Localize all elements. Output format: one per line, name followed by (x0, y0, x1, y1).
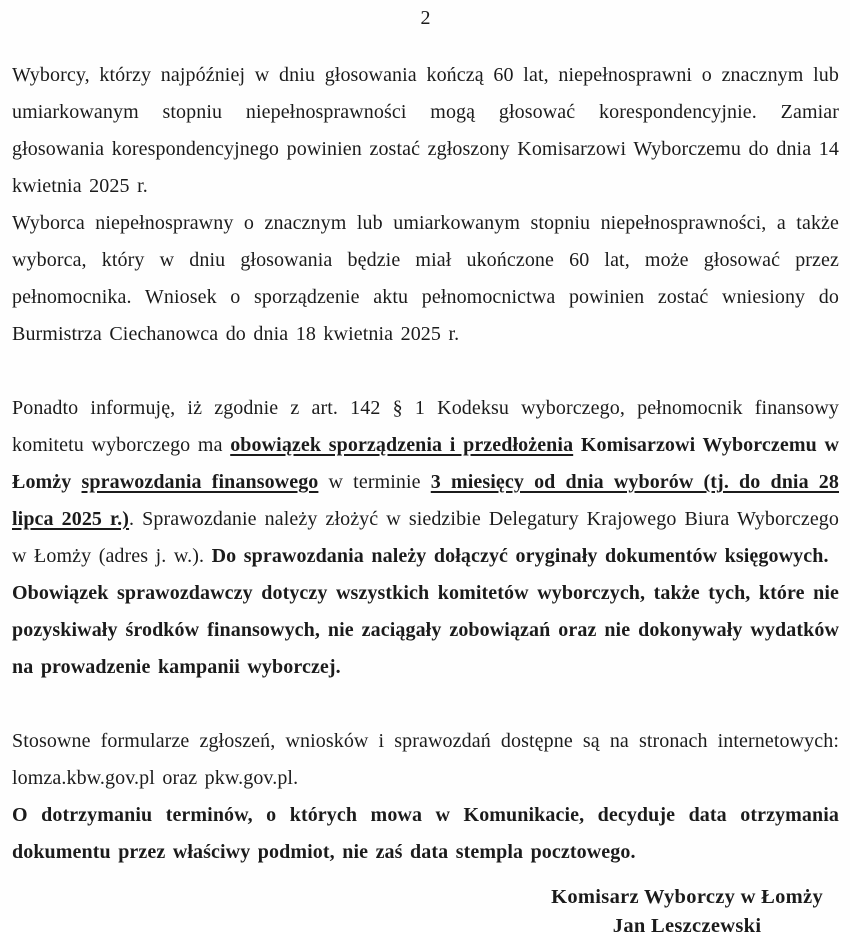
paragraph (12, 390, 839, 575)
text-run: sprawozdania finansowego (81, 471, 319, 493)
paragraph (12, 723, 839, 797)
document-body (12, 57, 839, 871)
signature-block (551, 883, 823, 941)
paragraph (12, 205, 839, 353)
text-run: . Sprawozdanie należy złożyć w siedzibie Delegatury Krajowego Biura Wyborczego w Łomży (adres j. w.). (12, 508, 839, 567)
text-run: Ponadto informuję, iż zgodnie z art. 142 § 1 Kodeksu wyborczego, pełnomocnik finansowy komitetu wyborczego ma (12, 397, 839, 456)
text-run: O dotrzymaniu terminów, o których mowa w Komunikacie, decyduje data otrzymania dokumentu przez właściwy podmiot, nie zaś data stempla pocztowego. (12, 804, 839, 863)
text-run: Wyborca niepełnosprawny o znacznym lub umiarkowanym stopniu niepełnosprawności, a także wyborca, który w dniu głosowania będzie miał ukończone 60 lat, może głosować przez pełnomocnika. Wniosek o sporządzenie aktu pełnomocnictwa powinien zostać wniesiony do Burmistrza Ciechanowca do dnia 18 kwietnia 2025 r. (12, 212, 839, 345)
text-run: Wyborcy, którzy najpóźniej w dniu głosowania kończą 60 lat, niepełnosprawni o znacznym lub umiarkowanym stopniu niepełnosprawności mogą głosować korespondencyjnie. Zamiar głosowania korespondencyjnego powinien zostać zgłoszony Komisarzowi Wyborczemu do dnia 14 kwietnia 2025 r. (12, 64, 839, 197)
signature-title: Komisarz Wyborczy w Łomży (551, 886, 823, 908)
text-run (573, 434, 581, 456)
text-run (71, 471, 81, 493)
text-run: Stosowne formularze zgłoszeń, wniosków i sprawozdań dostępne są na stronach internetowych: lomza.kbw.gov.pl oraz pkw.gov.pl. (12, 730, 839, 789)
text-run: 3 miesięcy od dnia wyborów (tj. do dnia 28 lipca 2025 r.) (12, 471, 839, 530)
text-run: Do sprawozdania należy dołączyć oryginały dokumentów księgowych. (211, 545, 829, 567)
paragraph (12, 57, 839, 205)
signature-name: Jan Leszczewski (612, 915, 762, 937)
text-run: w terminie (318, 471, 431, 493)
paragraph (12, 797, 839, 871)
text-run: obowiązek sporządzenia i przedłożenia (230, 434, 574, 456)
paragraph (12, 575, 839, 686)
page-number: 2 (420, 7, 431, 29)
text-run: Obowiązek sprawozdawczy dotyczy wszystkich komitetów wyborczych, także tych, które nie pozyskiwały środków finansowych, nie zaciągały zobowiązań oraz nie dokonywały wydatków na prowadzenie kampanii wyborczej. (12, 582, 839, 678)
text-run: Komisarzowi Wyborczemu w Łomży (12, 434, 839, 493)
